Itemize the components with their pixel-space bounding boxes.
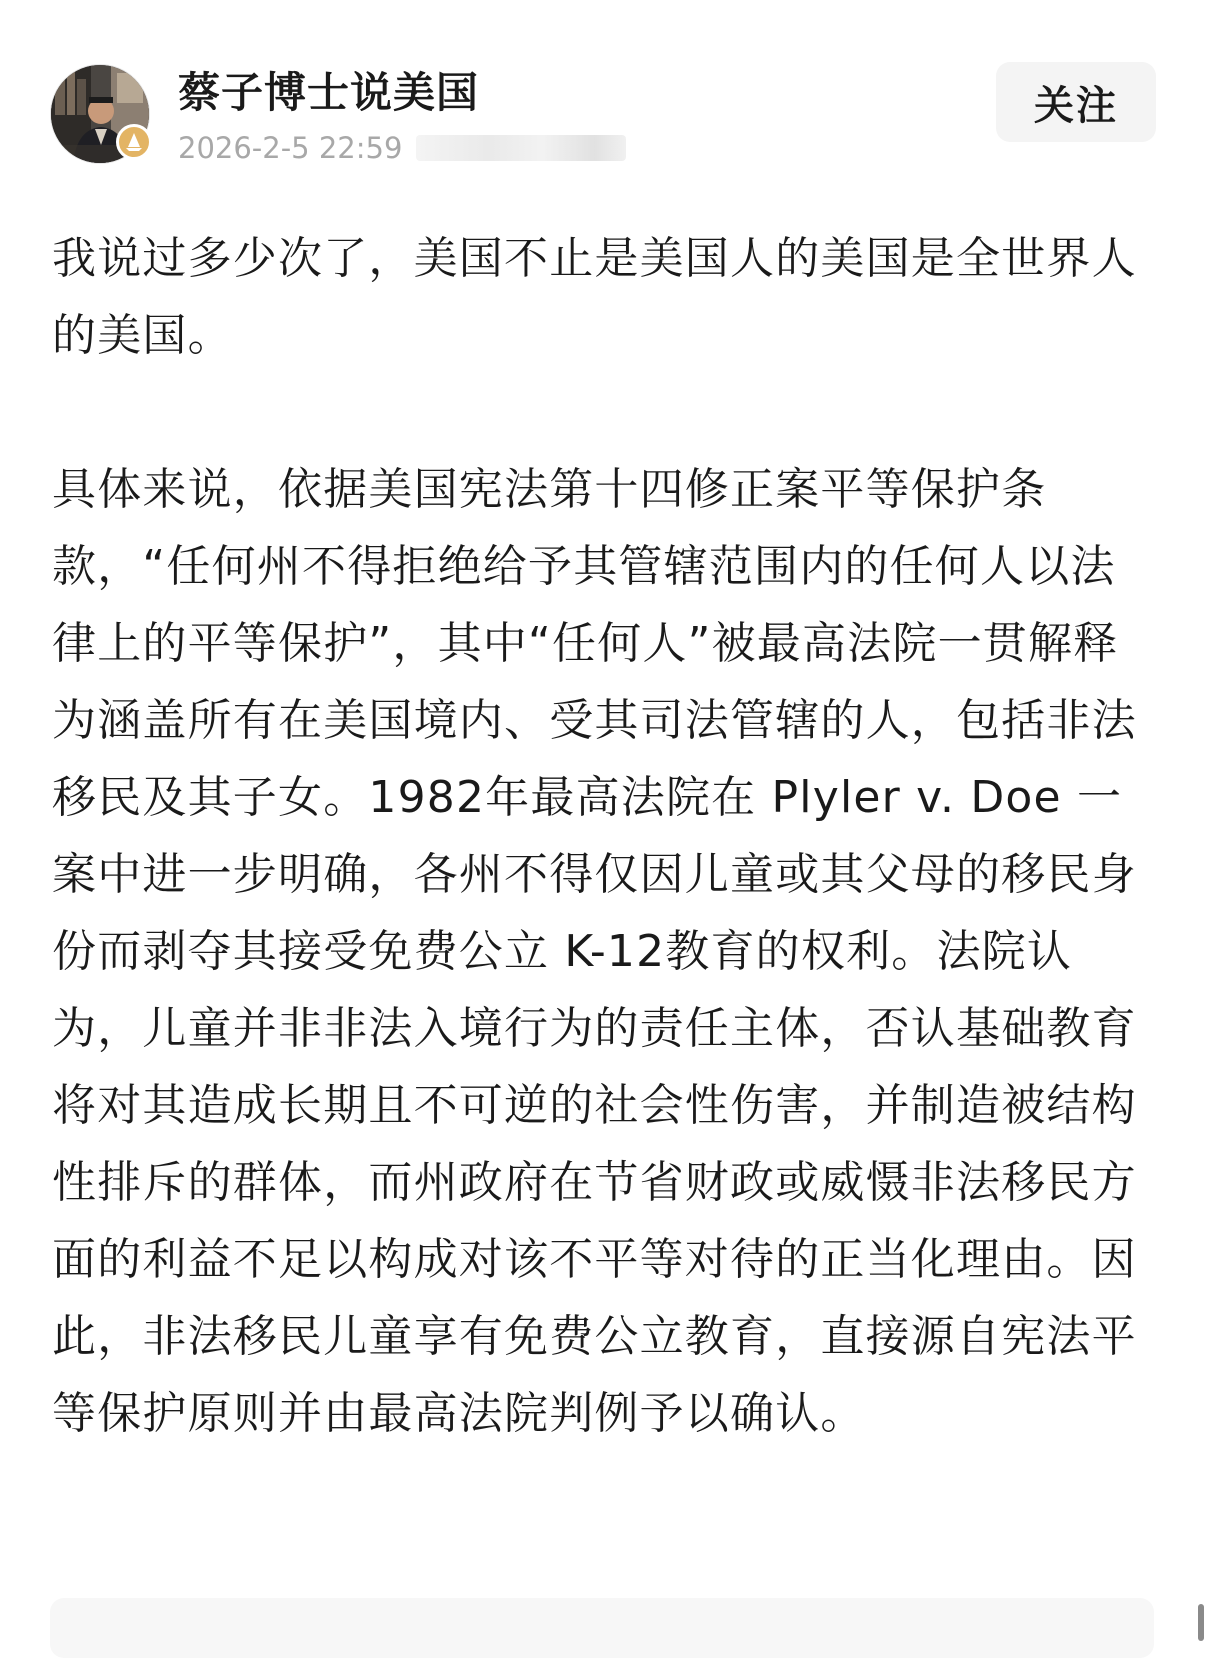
paragraph-spacer <box>52 374 1144 451</box>
author-name[interactable]: 蔡子博士说美国 <box>178 68 480 117</box>
post-paragraph-1: 我说过多少次了，美国不止是美国人的美国是全世界人的美国。 <box>52 233 1137 361</box>
blurred-source-info <box>416 135 626 161</box>
verified-gold-badge-icon <box>116 124 152 160</box>
post-timestamp: 2026-2-5 22:59 <box>178 131 403 165</box>
bottom-card <box>50 1598 1154 1658</box>
post-meta <box>178 130 626 166</box>
author-avatar[interactable] <box>50 64 150 164</box>
scrollbar-thumb[interactable] <box>1198 1604 1204 1641</box>
post-paragraph-2: 具体来说，依据美国宪法第十四修正案平等保护条款，“任何州不得拒绝给予其管辖范围内的任何人以法律上的平等保护”，其中“任何人”被最高法院一贯解释为涵盖所有在美国境内、受其司法管辖的人，包括非法移民及其子女。1982年最高法院在 Plyler v. Doe 一案中进一步明确，各州不得仅因儿童或其父母的移民身份而剥夺其接受免费公立 K-12教育的权利。法院认为，儿童并非非法入境行为的责任主体，否认基础教育将对其造成长期且不可逆的社会性伤害，并制造被结构性排斥的群体，而州政府在节省财政或威慑非法移民方面的利益不足以构成对该不平等对待的正当化理由。因此，非法移民儿童享有免费公立教育，直接源自宪法平等保护原则并由最高法院判例予以确认。 <box>52 464 1137 1439</box>
post-header <box>0 0 1217 200</box>
post-body <box>52 220 1144 1452</box>
follow-button[interactable]: 关注 <box>996 62 1156 142</box>
